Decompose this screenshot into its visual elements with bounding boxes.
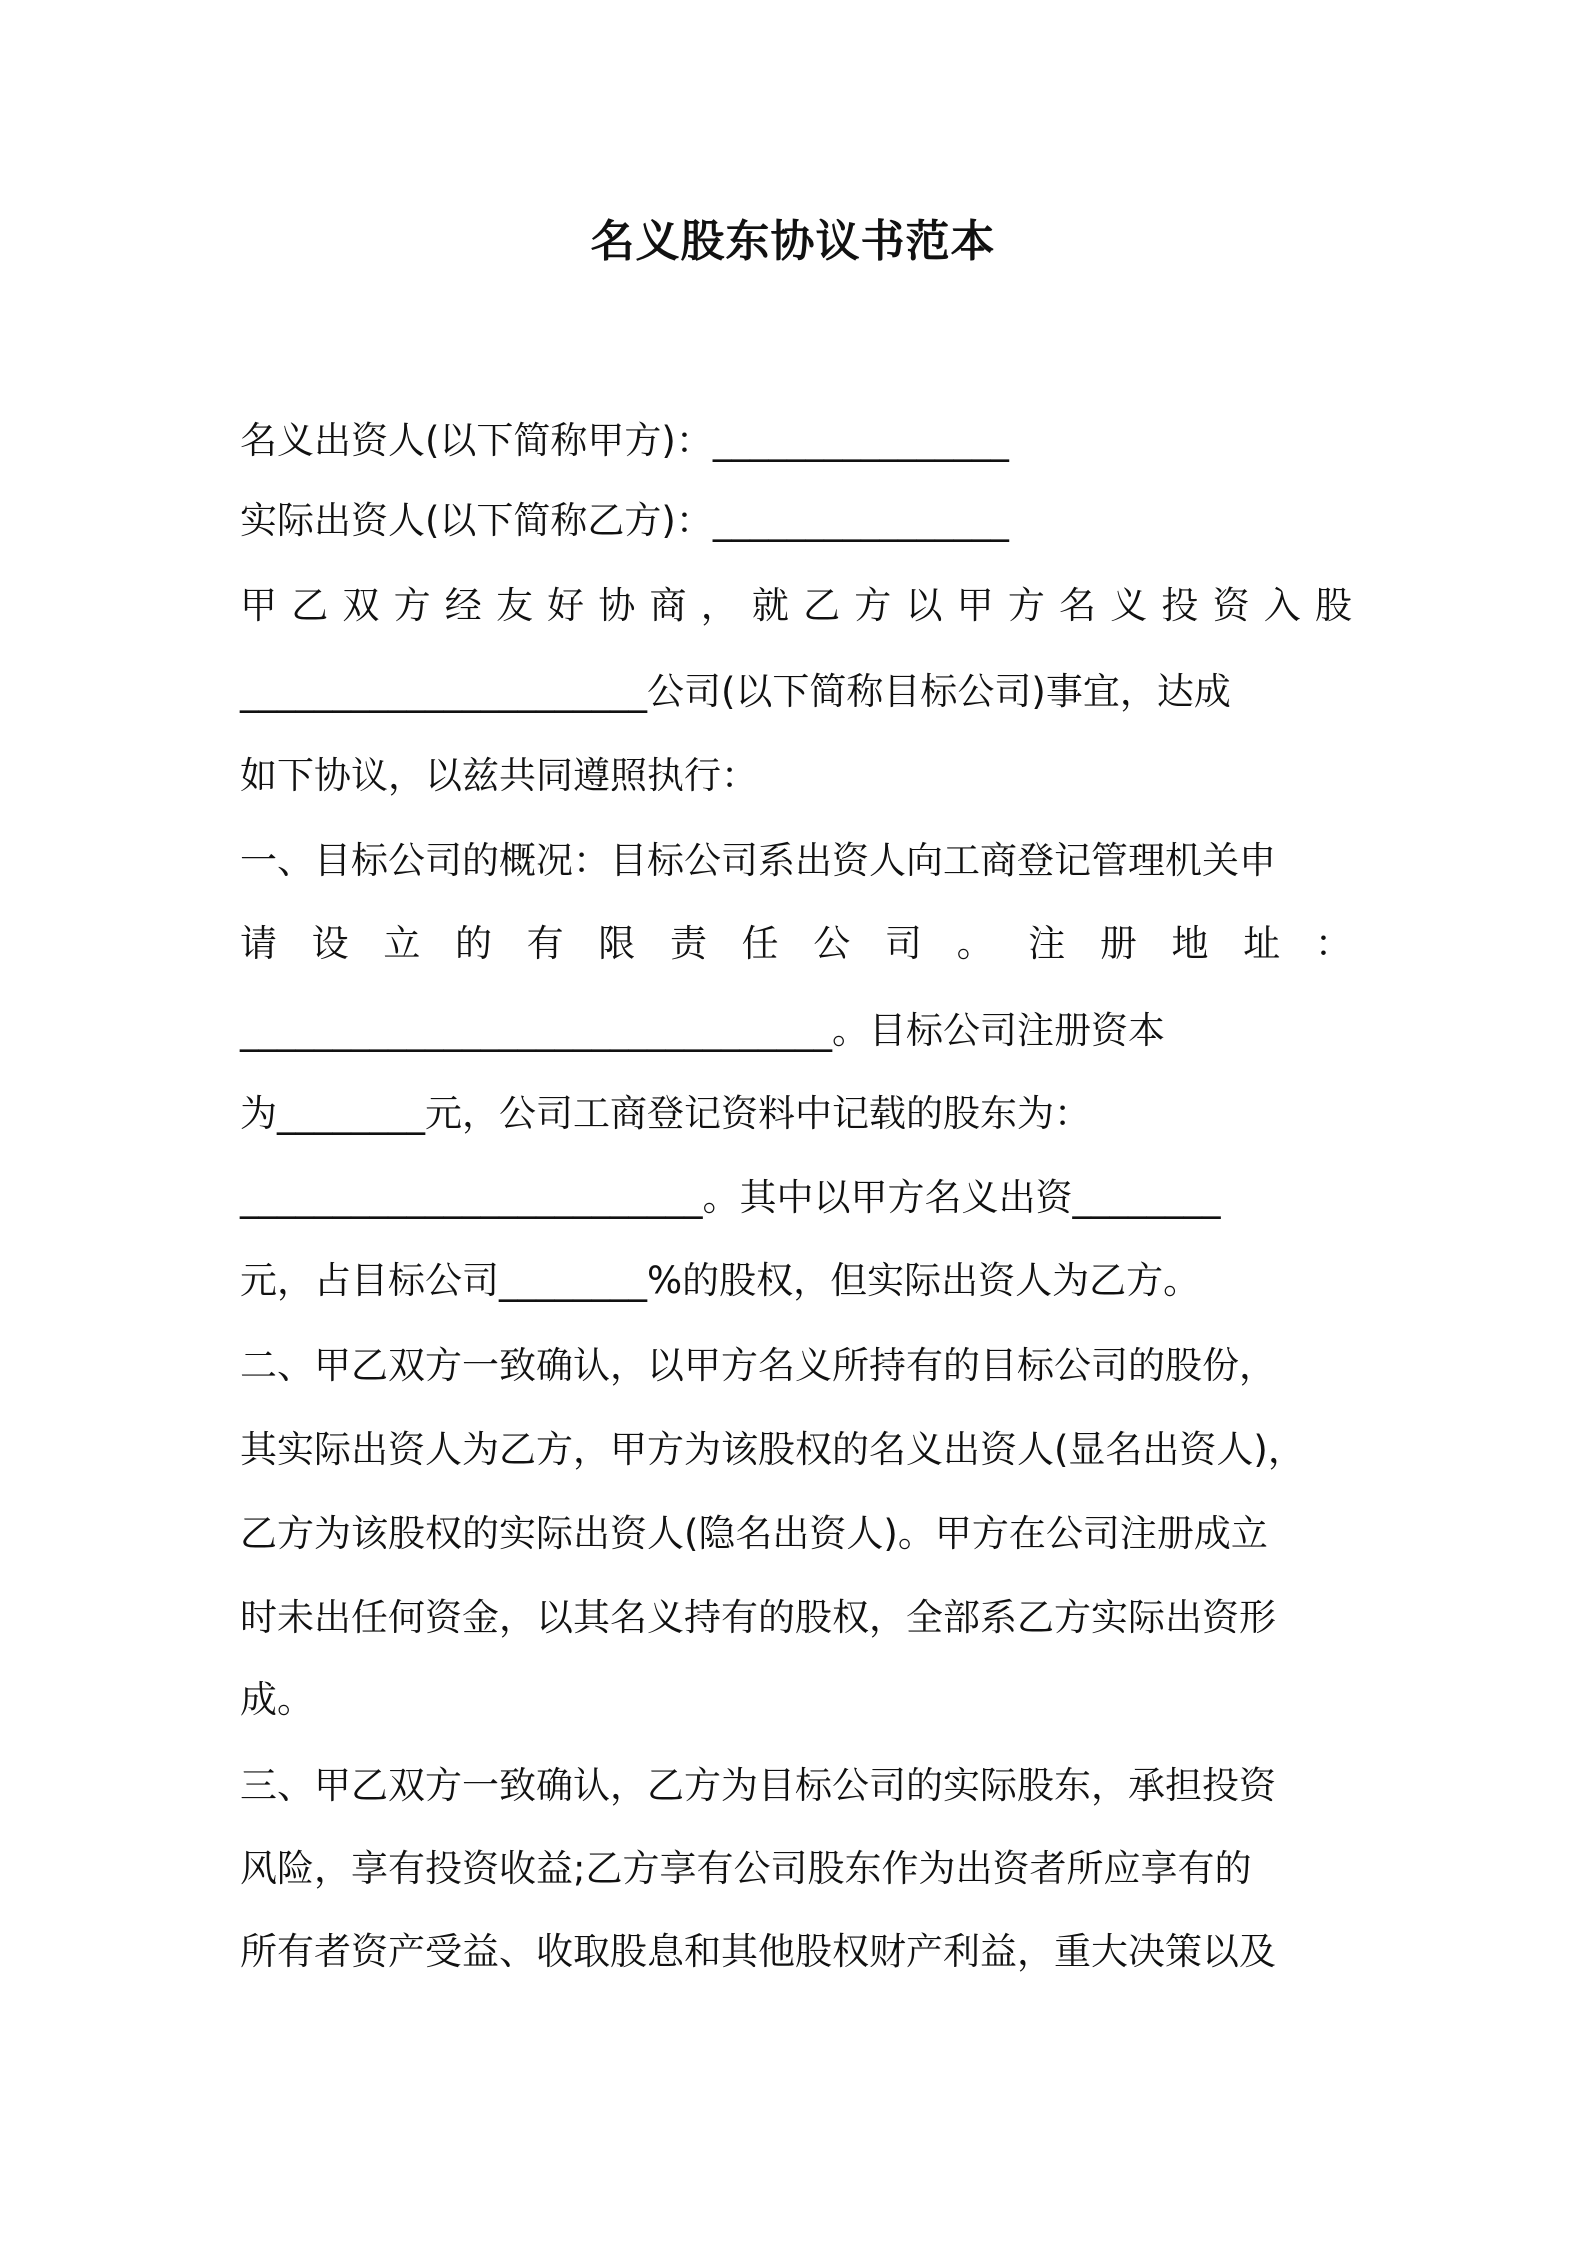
justified-char: 立	[383, 922, 421, 965]
clause-1-line: _________________________。其中以甲方名义出资________	[240, 1176, 1221, 1219]
justified-char: ，	[700, 584, 738, 627]
justified-char: 投	[1161, 584, 1199, 627]
party-a-line: 名义出资人(以下简称甲方)：________________	[240, 419, 1009, 462]
justified-char: 地	[1171, 922, 1209, 965]
justified-char: 商	[649, 584, 687, 627]
paragraph-line: 如下协议，以兹共同遵照执行：	[240, 754, 758, 797]
justified-char: ：	[1314, 922, 1352, 965]
party-b-line: 实际出资人(以下简称乙方)：________________	[240, 499, 1009, 542]
justified-char: 友	[495, 584, 533, 627]
justified-char: 协	[598, 584, 636, 627]
clause-1-line: 一、目标公司的概况：目标公司系出资人向工商登记管理机关申	[240, 839, 1276, 882]
justified-char: 设	[311, 922, 349, 965]
clause-2-line: 时未出任何资金，以其名义持有的股权，全部系乙方实际出资形	[240, 1596, 1276, 1639]
paragraph-line-justified	[240, 580, 1352, 632]
clause-1-line-justified	[240, 918, 1352, 970]
justified-char: 有	[526, 922, 564, 965]
clause-2-line: 二、甲乙双方一致确认，以甲方名义所持有的目标公司的股份，	[240, 1344, 1276, 1387]
justified-char: 方	[854, 584, 892, 627]
justified-char: 双	[342, 584, 380, 627]
justified-char: 入	[1263, 584, 1301, 627]
justified-char: 的	[454, 922, 492, 965]
justified-char: 址	[1243, 922, 1281, 965]
justified-char: 请	[240, 922, 277, 965]
justified-char: 责	[669, 922, 707, 965]
justified-char: 资	[1212, 584, 1250, 627]
clause-3-line: 风险，享有投资收益;乙方享有公司股东作为出资者所应享有的	[240, 1847, 1252, 1890]
clause-2-line: 成。	[240, 1678, 314, 1721]
justified-char: 限	[598, 922, 636, 965]
justified-char: 甲	[240, 584, 277, 627]
justified-char: 好	[547, 584, 585, 627]
clause-1-line: ________________________________。目标公司注册资本	[240, 1009, 1165, 1052]
document-title: 名义股东协议书范本	[590, 216, 996, 267]
clause-1-line: 元，占目标公司________%的股权，但实际出资人为乙方。	[240, 1259, 1201, 1302]
justified-char: 注	[1028, 922, 1066, 965]
justified-char: 任	[741, 922, 779, 965]
justified-char: 股	[1314, 584, 1352, 627]
clause-2-line: 其实际出资人为乙方，甲方为该股权的名义出资人(显名出资人)，	[240, 1428, 1305, 1471]
justified-char: 乙	[803, 584, 841, 627]
clause-1-line: 为________元，公司工商登记资料中记载的股东为：	[240, 1092, 1091, 1135]
justified-char: 经	[444, 584, 482, 627]
justified-char: 方	[1007, 584, 1045, 627]
justified-char: 司	[884, 922, 922, 965]
clause-3-line: 三、甲乙双方一致确认，乙方为目标公司的实际股东，承担投资	[240, 1764, 1276, 1807]
justified-char: 公	[813, 922, 851, 965]
justified-char: 册	[1099, 922, 1137, 965]
paragraph-line: ______________________公司(以下简称目标公司)事宜，达成	[240, 670, 1231, 713]
justified-char: 义	[1110, 584, 1148, 627]
justified-char: 。	[956, 922, 994, 965]
justified-char: 乙	[291, 584, 329, 627]
justified-char: 就	[751, 584, 789, 627]
justified-char: 方	[393, 584, 431, 627]
clause-2-line: 乙方为该股权的实际出资人(隐名出资人)。甲方在公司注册成立	[240, 1512, 1268, 1555]
justified-char: 甲	[956, 584, 994, 627]
justified-char: 名	[1059, 584, 1096, 627]
justified-char: 以	[905, 584, 943, 627]
clause-3-line: 所有者资产受益、收取股息和其他股权财产利益，重大决策以及	[240, 1930, 1276, 1973]
